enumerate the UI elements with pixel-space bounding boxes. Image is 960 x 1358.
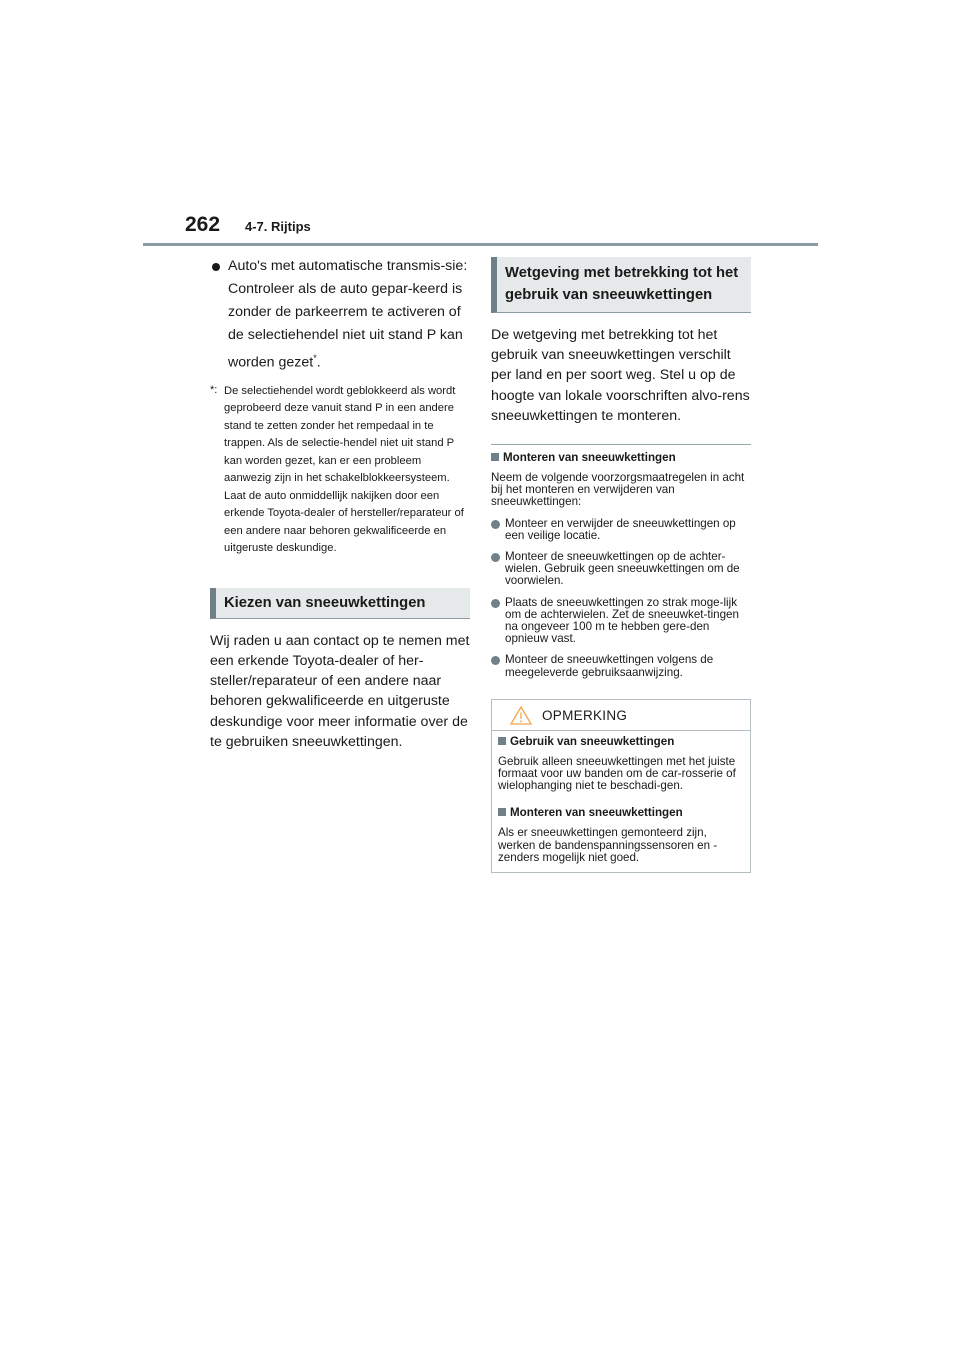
circle-bullet-icon [491,553,500,562]
notice-section [498,806,744,864]
bullet-text: Auto's met automatische transmis-sie: Controleer als de auto gepar-keerd is zonder de parkeerrem te activeren of de selectiehendel niet uit stand P kan worden gezet [228,258,468,371]
left-column [210,255,470,752]
footnote-mark: *: [210,383,218,396]
chapter-label: 4-7. Rijtips [245,219,311,234]
list-item [491,597,751,646]
circle-bullet-icon [491,599,500,608]
list-item [491,654,751,678]
list-item-text: Plaats de sneeuwkettingen zo strak moge-lijk om de achterwielen. Zet de sneeuwket-tingen na ongeveer 100 m te hebben gere-den opnieuw vast. [505,595,739,646]
notice-heading [498,735,744,749]
warning-triangle-icon [510,706,532,725]
list-item-text: Monteer de sneeuwkettingen op de achter-wielen. Gebruik geen sneeuwkettingen om de voorwielen. [505,550,740,588]
footnote-ref: * [313,353,317,363]
list-item [491,518,751,542]
page-number: 262 [185,213,221,236]
sub-intro-text: Neem de volgende voorzorgsmaatregelen in acht bij het monteren en verwijderen van sneeuwkettingen: [491,471,745,509]
notice-heading-text: Monteren van sneeuwkettingen [510,806,683,820]
notice-text: Als er sneeuwkettingen gemonteerd zijn, werken de bandenspanningssensoren en -zenders mogelijk niet goed. [498,826,718,864]
header-rule [143,243,818,246]
bullet-end: . [316,354,321,371]
section-title-wetgeving: Wetgeving met betrekking tot het gebruik van sneeuwkettingen [491,257,751,313]
circle-bullet-icon [491,520,500,529]
footnote [210,383,470,558]
notice-body [492,731,750,872]
list-item [491,551,751,588]
sub-heading-monteren [491,451,751,465]
notice-section [498,735,744,793]
sub-section-rule [491,444,751,445]
square-bullet-icon [498,737,506,745]
sub-heading-text: Monteren van sneeuwkettingen [503,451,676,465]
notice-title: OPMERKING [542,707,628,723]
notice-heading [498,806,744,820]
bullet-automatic-transmission [210,255,470,375]
list-item-text: Monteer de sneeuwkettingen volgens de meegeleverde gebruiksaanwijzing. [505,653,714,679]
right-column [491,255,751,873]
notice-text: Gebruik alleen sneeuwkettingen met het juiste formaat voor uw banden om de car-rosserie of wielophanging niet te beschadi-gen. [498,754,736,793]
square-bullet-icon [491,453,499,461]
circle-bullet-icon [491,656,500,665]
square-bullet-icon [498,808,506,816]
notice-box [491,699,751,873]
notice-header [492,700,750,731]
body-text-wetgeving: De wetgeving met betrekking tot het gebruik van sneeuwkettingen verschilt per land en per soort weg. Stel u op de hoogte van lokale voorschriften alvo-rens sneeuwkettingen te monteren. [491,327,750,424]
footnote-text: De selectiehendel wordt geblokkeerd als wordt geprobeerd deze vanuit stand P in een andere stand te zetten zonder het rempedaal in te trappen. Als de selectie-hendel niet uit stand P kan worden gezet, kan er een probleem aanwezig zijn in het schakelblokkeersysteem. Laat de auto onmiddellijk nakijken door een erkende Toyota-dealer of hersteller/reparateur of een andere naar behoren gekwalificeerde en uitgeruste deskundige. [224,384,464,555]
body-text-kiezen: Wij raden u aan contact op te nemen met een erkende Toyota-dealer of her-steller/reparateur of een andere naar behoren gekwalificeerde en uitgeruste deskundige voor meer informatie over de te gebruiken sneeuwkettingen. [210,632,470,750]
list-item-text: Monteer en verwijder de sneeuwkettingen op een veilige locatie. [505,516,736,542]
bullet-dot-icon [212,263,220,271]
section-title-kiezen: Kiezen van sneeuwkettingen [210,588,470,619]
notice-heading-text: Gebruik van sneeuwkettingen [510,734,675,748]
